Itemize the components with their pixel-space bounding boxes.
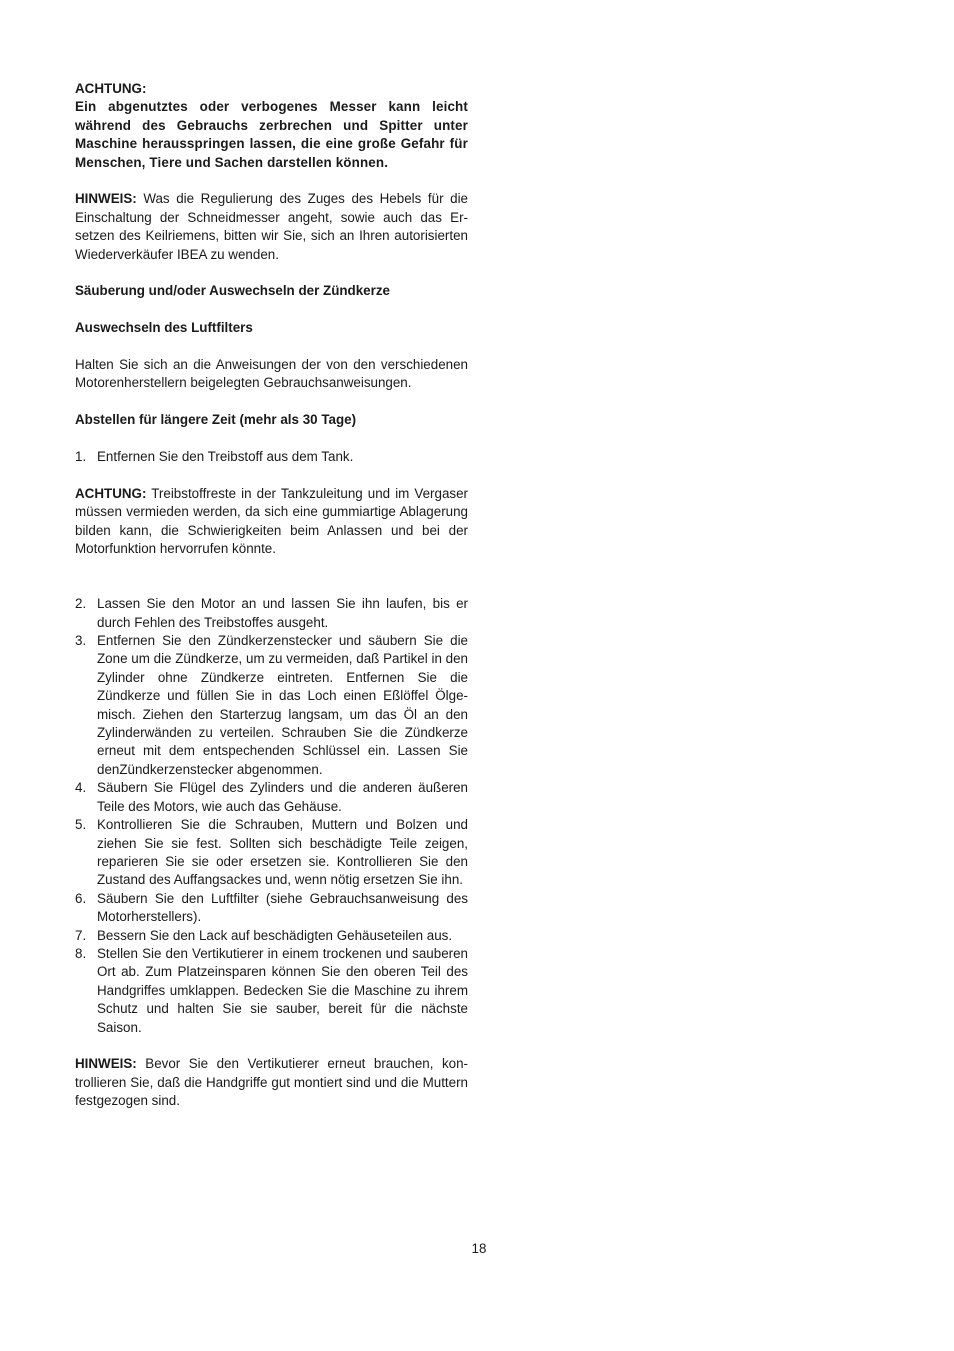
list-item-number: 4. (75, 780, 87, 796)
list-item-number: 1. (75, 449, 87, 465)
list-item-text: Säubern Sie den Luftfilter (siehe Gebrauchsanweisung des Motorherstellers). (97, 890, 468, 925)
page-number: 18 (471, 1241, 487, 1256)
section-heading-spark-plug: Säuberung und/oder Auswechseln der Zündkerze (75, 283, 390, 299)
list-item (75, 779, 468, 816)
section-spark-plug (75, 282, 468, 392)
list-item (75, 448, 468, 466)
list-item (75, 816, 468, 890)
storage-steps (75, 595, 468, 1037)
list-item-number: 5. (75, 817, 87, 833)
warning-block-fuel (75, 485, 468, 559)
warning-text: Ein abgenutztes oder verbogenes Messer kann leicht während des Gebrauchs zerbrechen und Spitter unter Maschine herausspringen lassen, die eine große Gefahr für Menschen, Tiere und Sachen darstellen können. (75, 99, 468, 170)
section-text-spark-plug: Halten Sie sich an die Anweisungen der von den verschiedenen Motorenherstellern beigelegten Gebrauchsanweisungen. (75, 357, 468, 391)
list-item-number: 8. (75, 945, 87, 961)
section-storage (75, 411, 468, 466)
note-label: HINWEIS: (75, 1056, 137, 1072)
text-column (75, 80, 468, 1129)
section-heading-storage: Abstellen für längere Zeit (mehr als 30 Tage) (75, 412, 357, 428)
list-item-text: Stellen Sie den Vertikutierer in einem trockenen und sauberen Ort ab. Zum Platzeinsparen können Sie den oberen Teil des Handgriffes umklappen. Bedecken Sie die Maschine zu ihrem Schutz und halten Sie sie sauber, bereit für die nächste Saison. (97, 945, 468, 1035)
list-item-number: 7. (75, 927, 87, 943)
note-text: Was die Regulierung des Zuges des Hebels für die Einschaltung der Schneidmesser angeht, sowie auch das Ersetzen des Keilriemens, bitten wir Sie, sich an Ihren autorisierten Wiederverkäufer IBEA zu wenden. (75, 191, 468, 262)
note-label: HINWEIS: (75, 191, 137, 207)
list-item-text: Entfernen Sie den Treibstoff aus dem Tank. (97, 449, 354, 465)
list-item-text: Säubern Sie Flügel des Zylinders und die anderen äußeren Teile des Motors, wie auch das Gehäuse. (97, 780, 468, 814)
note-block (75, 190, 468, 264)
list-item-number: 6. (75, 890, 87, 906)
list-item (75, 890, 468, 927)
storage-steps-first (75, 448, 468, 466)
list-item (75, 595, 468, 632)
section-heading-air-filter: Auswechseln des Luftfilters (75, 320, 253, 336)
note-block-final (75, 1055, 468, 1110)
warning-fuel-text: Treibstoffreste in der Tankzuleitung und im Vergaser müssen vermieden werden, da sich eine gummiartige Ablagerung bilden kann, die Schwierigkeiten beim Anlassen und bei der Motorfunktion hervorrufen könnte. (75, 485, 468, 557)
list-item-number: 3. (75, 633, 87, 649)
warning-title: ACHTUNG: (75, 81, 147, 96)
list-item-number: 2. (75, 596, 87, 612)
list-item (75, 927, 468, 945)
warning-label: ACHTUNG: (75, 485, 147, 501)
list-item-text: Bessern Sie den Lack auf beschädigten Gehäuseteilen aus. (97, 927, 453, 943)
list-item (75, 945, 468, 1037)
list-item (75, 632, 468, 779)
warning-block (75, 80, 468, 172)
list-item-text: Entfernen Sie den Zündkerzenstecker und säubern Sie die Zone um die Zündkerze, um zu vermeiden, daß Partikel in den Zylinder ohne Zündkerze eintreten. Entfernen Sie die Zündkerze und füllen Sie in das Loch einen Eßlöffel Ölgemisch. Ziehen den Starterzug langsam, um das Öl an den Zylinderwänden zu verteilen. Schrauben Sie die Zündkerze erneut mit dem entspechenden Schlüssel ein. Lassen Sie denZündkerzenstecker abgenommen. (97, 633, 468, 777)
list-item-text: Lassen Sie den Motor an und lassen Sie ihn laufen, bis er durch Fehlen des Treibstoffes ausgeht. (97, 596, 468, 630)
note-final-text: Bevor Sie den Vertikutierer erneut brauchen, kontrollieren Sie, daß die Handgriffe gut montiert sind und die Muttern festgezogen sind. (75, 1056, 468, 1109)
list-item-text: Kontrollieren Sie die Schrauben, Muttern und Bolzen und ziehen Sie sie fest. Sollten sich beschädigte Teile zeigen, reparieren Sie sie oder ersetzen sie. Kontrollieren Sie den Zustand des Auffangsackes und, wenn nötig ersetzen Sie ihn. (97, 817, 468, 888)
